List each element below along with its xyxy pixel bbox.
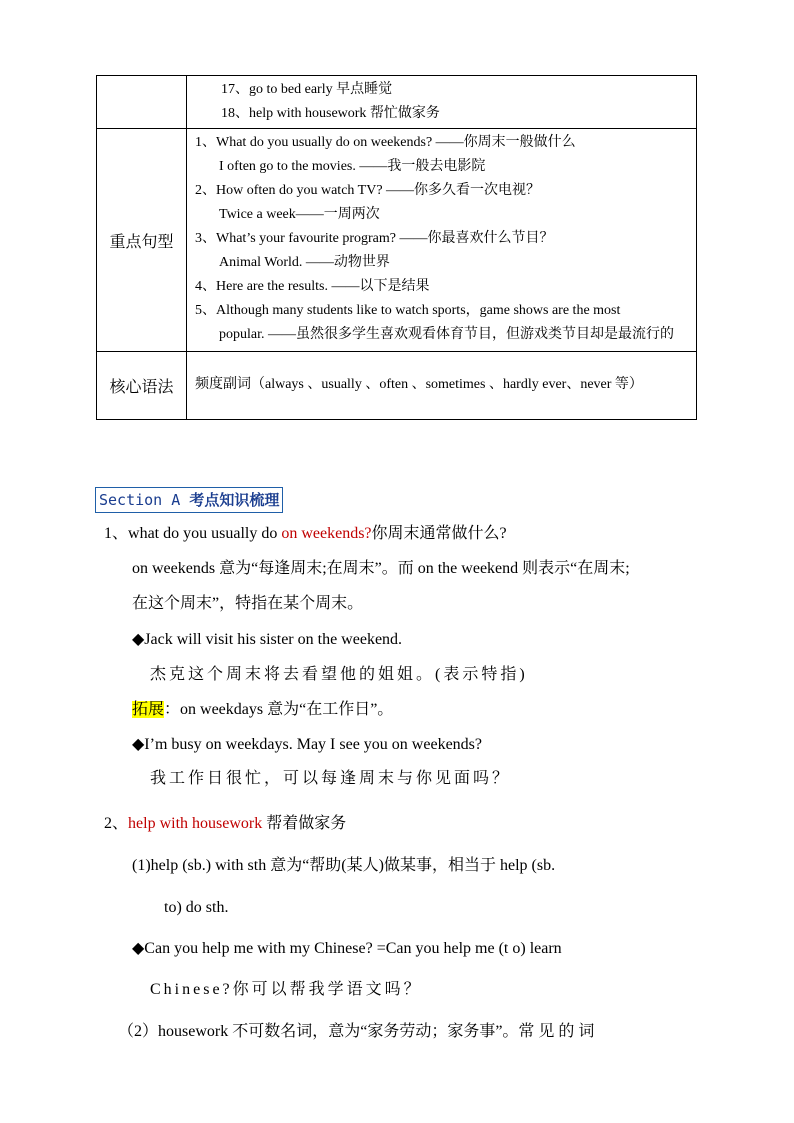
sentence-line: I often go to the movies. ——我一般去电影院 (219, 159, 486, 174)
item-2-heading (104, 812, 346, 836)
sentence-line: 3、What’s your favourite program? ——你最喜欢什么节目？ (195, 231, 554, 246)
extension-line (132, 698, 393, 722)
example-sentence: Chinese?你可以帮我学语文吗？ (150, 981, 423, 998)
sentence-line: 5、Although many students like to watch sports，game shows are the most (195, 303, 621, 318)
paragraph-line: to) do sth. (164, 899, 229, 916)
phrase-cell (187, 76, 697, 129)
phrase-line: 18、help with housework 帮忙做家务 (221, 106, 440, 121)
core-grammar-cell (187, 352, 697, 420)
item-text: 你周末通常做什么? (371, 525, 507, 542)
item-keyword: on weekends? (281, 525, 372, 542)
example-translation: 我工作日很忙，可以每逢周末与你见面吗？ (150, 770, 512, 787)
sentence-line: 1、What do you usually do on weekends? ——你周末一般做什么 (195, 135, 576, 150)
item-1-heading (104, 522, 507, 546)
key-sentences-cell (187, 129, 697, 352)
empty-label-cell (97, 76, 187, 129)
phrase-line: 17、go to bed early 早点睡觉 (221, 82, 393, 97)
extension-label: 拓展 (132, 701, 165, 718)
grammar-text: 频度副词（always 、usually 、often 、sometimes 、hardly ever、never 等） (195, 376, 643, 392)
core-grammar-label: 核心语法 (97, 352, 187, 420)
sentence-line: popular. ——虽然很多学生喜欢观看体育节目，但游戏类节目却是最流行的 (219, 327, 674, 342)
example-translation: 杰克这个周末将去看望他的姐姐。(表示特指) (150, 666, 528, 683)
sentence-line: 2、How often do you watch TV? ——你多久看一次电视？ (195, 183, 541, 198)
item-number: 2、 (104, 815, 129, 832)
item-text: what do you usually do (128, 525, 282, 542)
section-title-prefix: Section A (99, 491, 190, 509)
extension-text: ：on weekdays 意为“在工作日”。 (164, 701, 394, 718)
example-sentence: ◆Jack will visit his sister on the weekend. (132, 631, 403, 648)
item-number: 1、 (104, 525, 129, 542)
example-sentence: ◆I’m busy on weekdays. May I see you on weekends? (132, 736, 482, 753)
example-sentence: ◆Can you help me with my Chinese? =Can you help me (t o) learn (132, 940, 562, 957)
item-text: 帮着做家务 (262, 815, 347, 832)
item-keyword: help with housework (128, 815, 263, 832)
paragraph-line: (1)help (sb.) with sth 意为“帮助(某人)做某事，相当于 help (sb. (132, 857, 556, 874)
paragraph-line: （2）housework 不可数名词，意为“家务劳动；家务事”。常 见 的 词 (118, 1023, 595, 1040)
key-sentences-label: 重点句型 (97, 129, 187, 352)
paragraph-line: 在这个周末”，特指在某个周末。 (132, 595, 364, 612)
table-row (97, 129, 697, 352)
table-row (97, 76, 697, 129)
section-title (95, 487, 283, 513)
section-title-main: 考点知识梳理 (189, 491, 280, 509)
sentence-line: 4、Here are the results. ——以下是结果 (195, 279, 430, 294)
table-row (97, 352, 697, 420)
sentence-line: Animal World. ——动物世界 (219, 255, 390, 270)
sentence-line: Twice a week——一周两次 (219, 207, 380, 222)
summary-table (96, 75, 697, 420)
paragraph-line: on weekends 意为“每逢周末;在周末”。而 on the weekend 则表示“在周末; (132, 560, 630, 577)
